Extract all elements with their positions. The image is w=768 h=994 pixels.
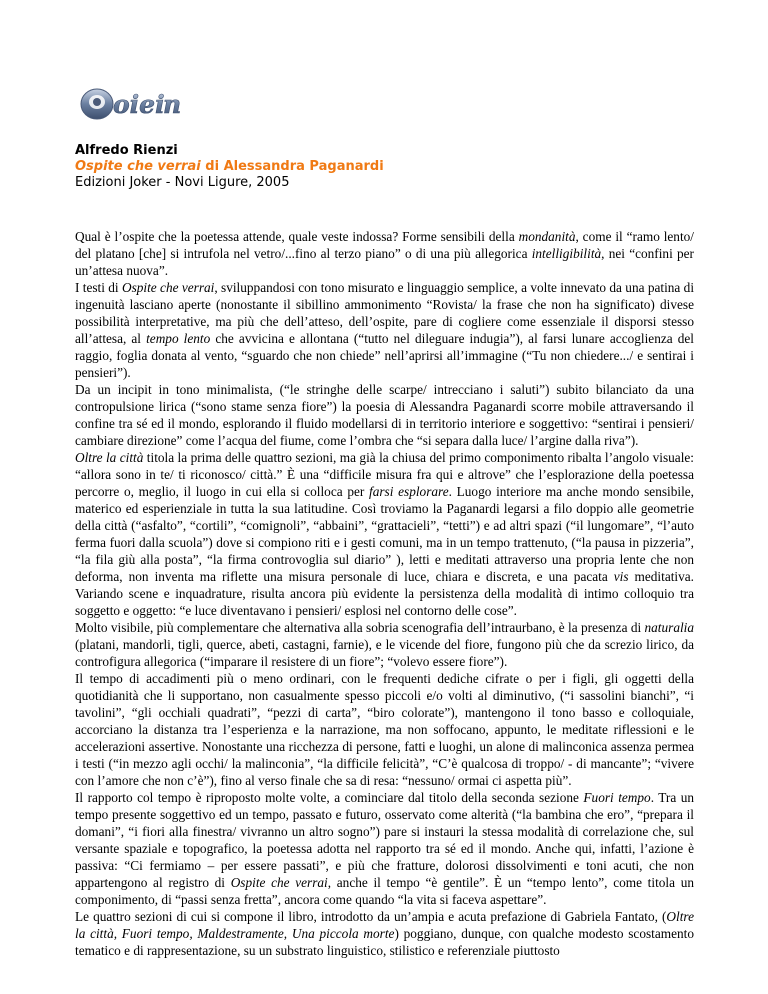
text-run: titola la prima delle quattro sezioni, ma già la chiusa del primo componimento ribalta l’angolo visuale: “allora sono in te/ ti riconosco/ città.” È una “difficile misura fra qui e altrove” che l’esplorazione della poetessa percorre o, meglio, il luogo in cui ella si colloca per (75, 450, 694, 499)
text-run: Le quattro sezioni di cui si compone il libro, introdotto da un’ampia e acuta prefazione di Gabriela Fantato, ( (75, 909, 667, 924)
italic-run: intelligibilità (531, 246, 602, 261)
text-run: . Luogo interiore ma anche mondo sensibile, materico ed esperienziale in tutta la sua latitudine. Così troviamo la Paganardi legarsi a filo doppio alle geometrie della città (“asfalto”, “cortili”, “comignoli”, “abbaini”, “grattacieli”, “tetti”) e ad altri spazi (“il lungomare”, “l’auto ferma fuori dalla scuola”) dove si compiono riti e i gesti comuni, ma in un tempo trattenuto, (“la pausa in pizzeria”, “la fila giù alla posta”, “la firma controvoglia sul diario” ), letti e meditati attraverso una propria lente che non deforma, non inventa ma riflette una misura personale di luce, chiara e discreta, e una pacata (75, 484, 694, 584)
paragraph (75, 279, 694, 381)
paragraph (75, 670, 694, 789)
svg-text:oiei: oiei (113, 90, 165, 119)
italic-run: Ospite che verrai (230, 875, 328, 890)
text-run: meditativa. Variando scene e inquadrature, risulta ancora più evidente la persistenza della modalità di intimo colloquio tra soggetto e oggetto: “e luce diventavano i pensieri/ esplosi nel contorno delle cose”. (75, 569, 694, 618)
paragraph (75, 789, 694, 908)
paragraph (75, 381, 694, 449)
author-name: Alfredo Rienzi (75, 143, 178, 158)
italic-run: Ospite che verrai (121, 280, 215, 295)
text-run: Qual è l’ospite che la poetessa attende, quale veste indossa? Forme sensibili della (75, 229, 519, 244)
text-run: . Tra un tempo presente soggettivo ed un tempo, passato e futuro, osservato come alterità (“la bambina che ero”, “prepara il domani”, “i fiori alla finestra/ vivranno un altro sogno”) pare si instauri la stessa modalità di correlazione che, sul versante spaziale e topografico, la poetessa adotta nel rapporto tra sé ed il mondo. Anche qui, infatti, l’azione è passiva: “Ci fermiamo – per essere passati”, e più che fratture, dolorosi dissolvimenti e toni acuti, che non appartengono al registro di (75, 790, 695, 890)
book-author: di Alessandra Paganardi (200, 159, 384, 174)
text-run: ) poggiano, dunque, con qualche modesto scostamento tematico e di rappresentazione, su un substrato linguistico, stilistico e referenziale piuttosto (75, 926, 694, 958)
text-run: Il rapporto col tempo è riproposto molte volte, a cominciare dal titolo della seconda sezione (75, 790, 584, 805)
italic-run: tempo lento (146, 331, 211, 346)
italic-run: farsi esplorare (369, 484, 449, 499)
paragraph (75, 228, 694, 279)
review-body (75, 228, 694, 959)
text-run: Da un incipit in tono minimalista, (“le stringhe delle scarpe/ intrecciano i saluti”) subito bilanciato da una contropulsione lirica (“sono stame senza fiore”) la poesia di Alessandra Paganardi scorre mobile attraversando il confine tra sé ed il mondo, esplorando il fluido modellarsi di in territorio interiore e soggettivo: “sentirai i pensieri/ cambiare direzione” come l’acqua del fiume, come l’ombra che “si separa dalla luce/ l’argine dalla riva”). (75, 382, 694, 448)
text-run: , anche il tempo “è gentile”. È un “tempo lento”, come titola un componimento, di “passi senza fretta”, ancora come quando “la vita si faceva aspettare”. (75, 875, 694, 907)
book-heading (75, 158, 715, 175)
italic-run: Fuori tempo (583, 790, 651, 805)
italic-run: Oltre la città (75, 450, 144, 465)
italic-run: vis (613, 569, 629, 584)
italic-run: naturalia (644, 620, 694, 635)
text-run: Molto visibile, più complementare che alternativa alla sobria scenografia dell’intraurbano, è la presenza di (75, 620, 645, 635)
text-run: Il tempo di accadimenti più o meno ordinari, con le frequenti dediche cifrate o per i figli, gli oggetti della quotidianità che li supportano, non casualmente spesso piccoli e/o volti al diminutivo, (“i sassolini bianchi”, “i tavolini”, “gli occhiali quadrati”, “pezzi di carta”, “biro colorate”), mantengono il tono basso e colloquiale, accorciano la distanza tra l’esperienza e la narrazione, ma non soffocano, appunto, le meditate riflessioni e le accelerazioni assertive. Nonostante una ricchezza di persone, fatti e luoghi, un alone di malinconica assenza permea i testi (“in mezzo agli occhi/ la malinconia”, “la difficile felicità”, “C’è qualcosa di troppo/ - di mancante”; “vivere con l’amore che non c’è”), fino al verso finale che sa di resa: “nessuno/ ormai ci aspetta più”. (75, 671, 694, 788)
publisher-line: Edizioni Joker - Novi Ligure, 2005 (75, 175, 290, 190)
paragraph (75, 449, 694, 619)
text-run: , come il “ramo lento/ del platano [che] si intrufola nel vetro/...fino al terzo piano” o di una più allegorica (75, 229, 694, 261)
text-run: , nei “confini per un’attesa nuova”. (75, 246, 694, 278)
text-run: I testi di (75, 280, 122, 295)
poiein-logo (75, 84, 190, 124)
text-run: , sviluppandosi con tono misurato e linguaggio semplice, a volte innevato da una patina di ingenuità lasciano aperte (nonostante il sibillino ammonimento “Rovista/ la frase che non ha significato) divese possibilità interpretative, ma più che dell’atteso, dell’ospite, pare di cogliere come essenziale il disporsi stesso all’attesa, al (75, 280, 695, 346)
italic-run: Oltre la città, Fuori tempo, Maldestramente, Una piccola morte (75, 909, 694, 941)
svg-text:n: n (163, 90, 182, 119)
text-run: che avvicina e allontana (“tutto nel dileguare indugia”), al farsi lunare accoglienza del raggio, foglia donata al vento, “sguardo che non chiede” nell’aprirsi all’immagine (“Tu non chiedere.../ e sentirai i pensieri”). (75, 331, 694, 380)
book-title: Ospite che verrai (75, 159, 201, 174)
italic-run: mondanità (518, 229, 576, 244)
paragraph (75, 619, 694, 670)
text-run: (platani, mandorli, tigli, querce, abeti, castagni, farnie), e le vicende del fiore, fungono più che da screzio lirico, da controfigura allegorica (“imparare il resistere di un fiore”; “volevo essere fiore”). (75, 637, 694, 669)
paragraph (75, 908, 694, 959)
